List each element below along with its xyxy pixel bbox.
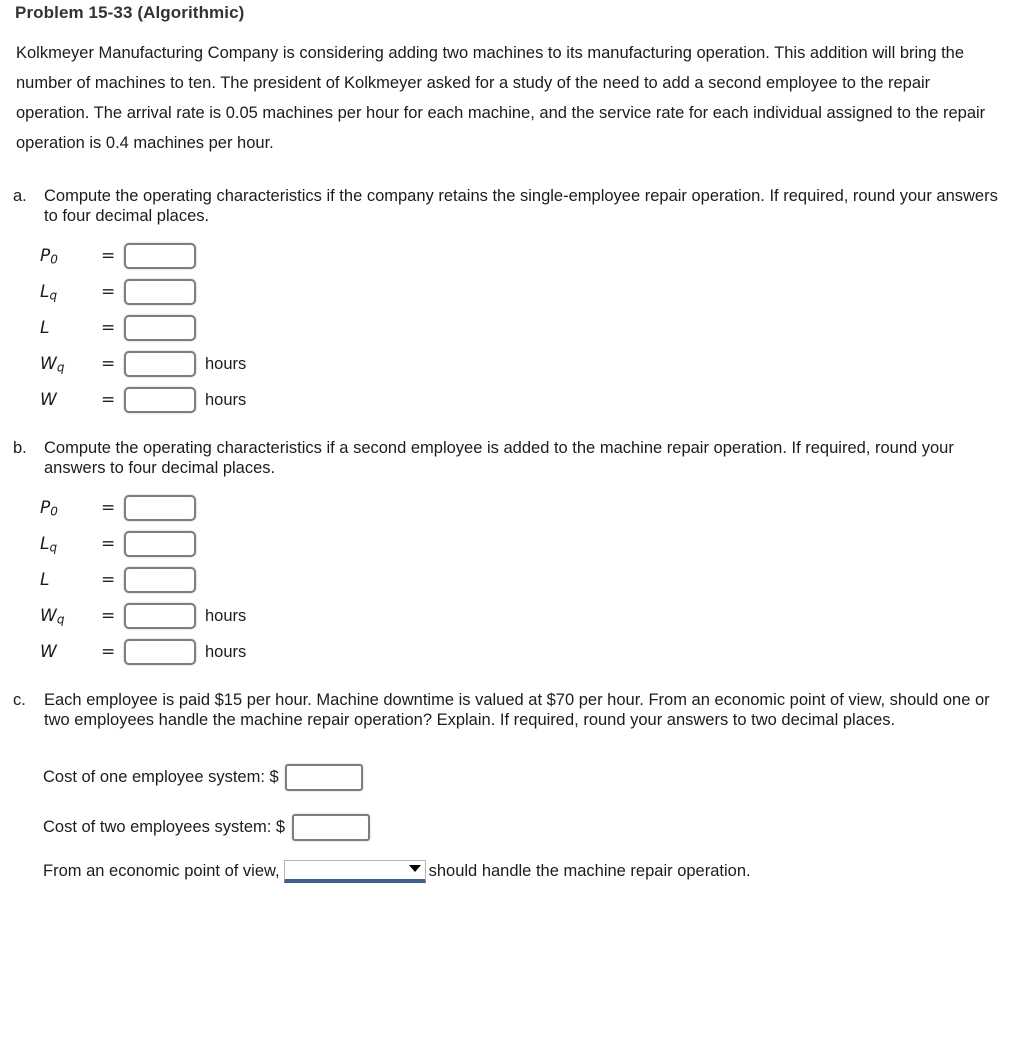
equals-sign-l: = [101, 318, 116, 338]
symbol: W [40, 390, 57, 410]
equals-sign-lq: = [101, 534, 116, 554]
label-l [40, 313, 95, 347]
page-title: Problem 15-33 (Algorithmic) [15, 3, 245, 22]
equals-sign-l: = [101, 570, 116, 590]
cost-two-employees-label: Cost of two employees system: $ [43, 818, 286, 836]
cost-two-employees-row [43, 814, 370, 841]
equals-sign-wq: = [101, 606, 116, 626]
input-wq-b[interactable] [124, 603, 196, 629]
symbol: P [40, 246, 51, 266]
part-c-text: Each employee is paid $15 per hour. Machine downtime is valued at $70 per hour. From an economic point of view, should one or two employees handle the machine repair operation? Explain. If required, round your answers to two decimal places. [44, 691, 990, 729]
cost-one-employee-row [43, 764, 363, 791]
symbol: L [40, 570, 50, 590]
input-w-b[interactable] [124, 639, 196, 665]
problem-statement: Kolkmeyer Manufacturing Company is considering adding two machines to its manufacturing operation. This addition will bring the number of machines to ten. The president of Kolkmeyer asked for a study of the need to add a second employee to the repair operation. The arrival rate is 0.05 machines per hour for each machine, and the service rate for each individual assigned to the repair operation is 0.4 machines per hour. [16, 44, 986, 152]
input-cost-two-employees[interactable] [292, 814, 370, 841]
unit-wq-a: hours [205, 355, 247, 373]
unit-wq-b: hours [205, 607, 247, 625]
input-l-b[interactable] [124, 567, 196, 593]
cost-one-employee-label: Cost of one employee system: $ [43, 768, 279, 786]
label-lq [40, 277, 95, 311]
equals-sign-p0: = [101, 246, 116, 266]
part-a-text: Compute the operating characteristics if the company retains the single-employee repair operation. If required, round your answers to four decimal places. [44, 187, 998, 225]
part-b-text: Compute the operating characteristics if a second employee is added to the machine repair operation. If required, round your answers to four decimal places. [44, 439, 954, 477]
conclusion-dropdown[interactable] [284, 860, 426, 883]
unit-w-a: hours [205, 391, 247, 409]
input-wq-a[interactable] [124, 351, 196, 377]
part-c-marker: c. [13, 691, 26, 709]
symbol: L [40, 282, 50, 302]
label-p0 [40, 241, 95, 275]
label-lq [40, 529, 95, 563]
conclusion-row [43, 858, 751, 884]
equals-sign-w: = [101, 390, 116, 410]
equals-sign-w: = [101, 642, 116, 662]
input-cost-one-employee[interactable] [285, 764, 363, 791]
subscript: 0 [50, 252, 58, 267]
part-b [13, 438, 1003, 478]
subscript: q [49, 288, 58, 303]
label-l [40, 565, 95, 599]
label-w [40, 637, 95, 671]
conclusion-dropdown-value[interactable] [284, 860, 426, 883]
part-c [13, 690, 1003, 730]
symbol: W [40, 642, 57, 662]
symbol: W [40, 354, 57, 374]
subscript: q [56, 612, 65, 627]
part-b-marker: b. [13, 439, 27, 457]
subscript: q [56, 360, 65, 375]
symbol: L [40, 318, 50, 338]
symbol: L [40, 534, 50, 554]
label-p0 [40, 493, 95, 527]
equals-sign-lq: = [101, 282, 116, 302]
label-w [40, 385, 95, 419]
equals-sign-wq: = [101, 354, 116, 374]
input-p0-a[interactable] [124, 243, 196, 269]
unit-w-b: hours [205, 643, 247, 661]
part-a-marker: a. [13, 187, 27, 205]
symbol: W [40, 606, 57, 626]
input-l-a[interactable] [124, 315, 196, 341]
conclusion-suffix-label: should handle the machine repair operation. [428, 862, 751, 880]
label-wq [40, 349, 95, 383]
input-lq-b[interactable] [124, 531, 196, 557]
subscript: 0 [50, 504, 58, 519]
label-wq [40, 601, 95, 635]
input-lq-a[interactable] [124, 279, 196, 305]
symbol: P [40, 498, 51, 518]
subscript: q [49, 540, 58, 555]
input-w-a[interactable] [124, 387, 196, 413]
input-p0-b[interactable] [124, 495, 196, 521]
equals-sign-p0: = [101, 498, 116, 518]
part-a [13, 186, 1003, 226]
conclusion-prefix-label: From an economic point of view, [43, 862, 280, 880]
